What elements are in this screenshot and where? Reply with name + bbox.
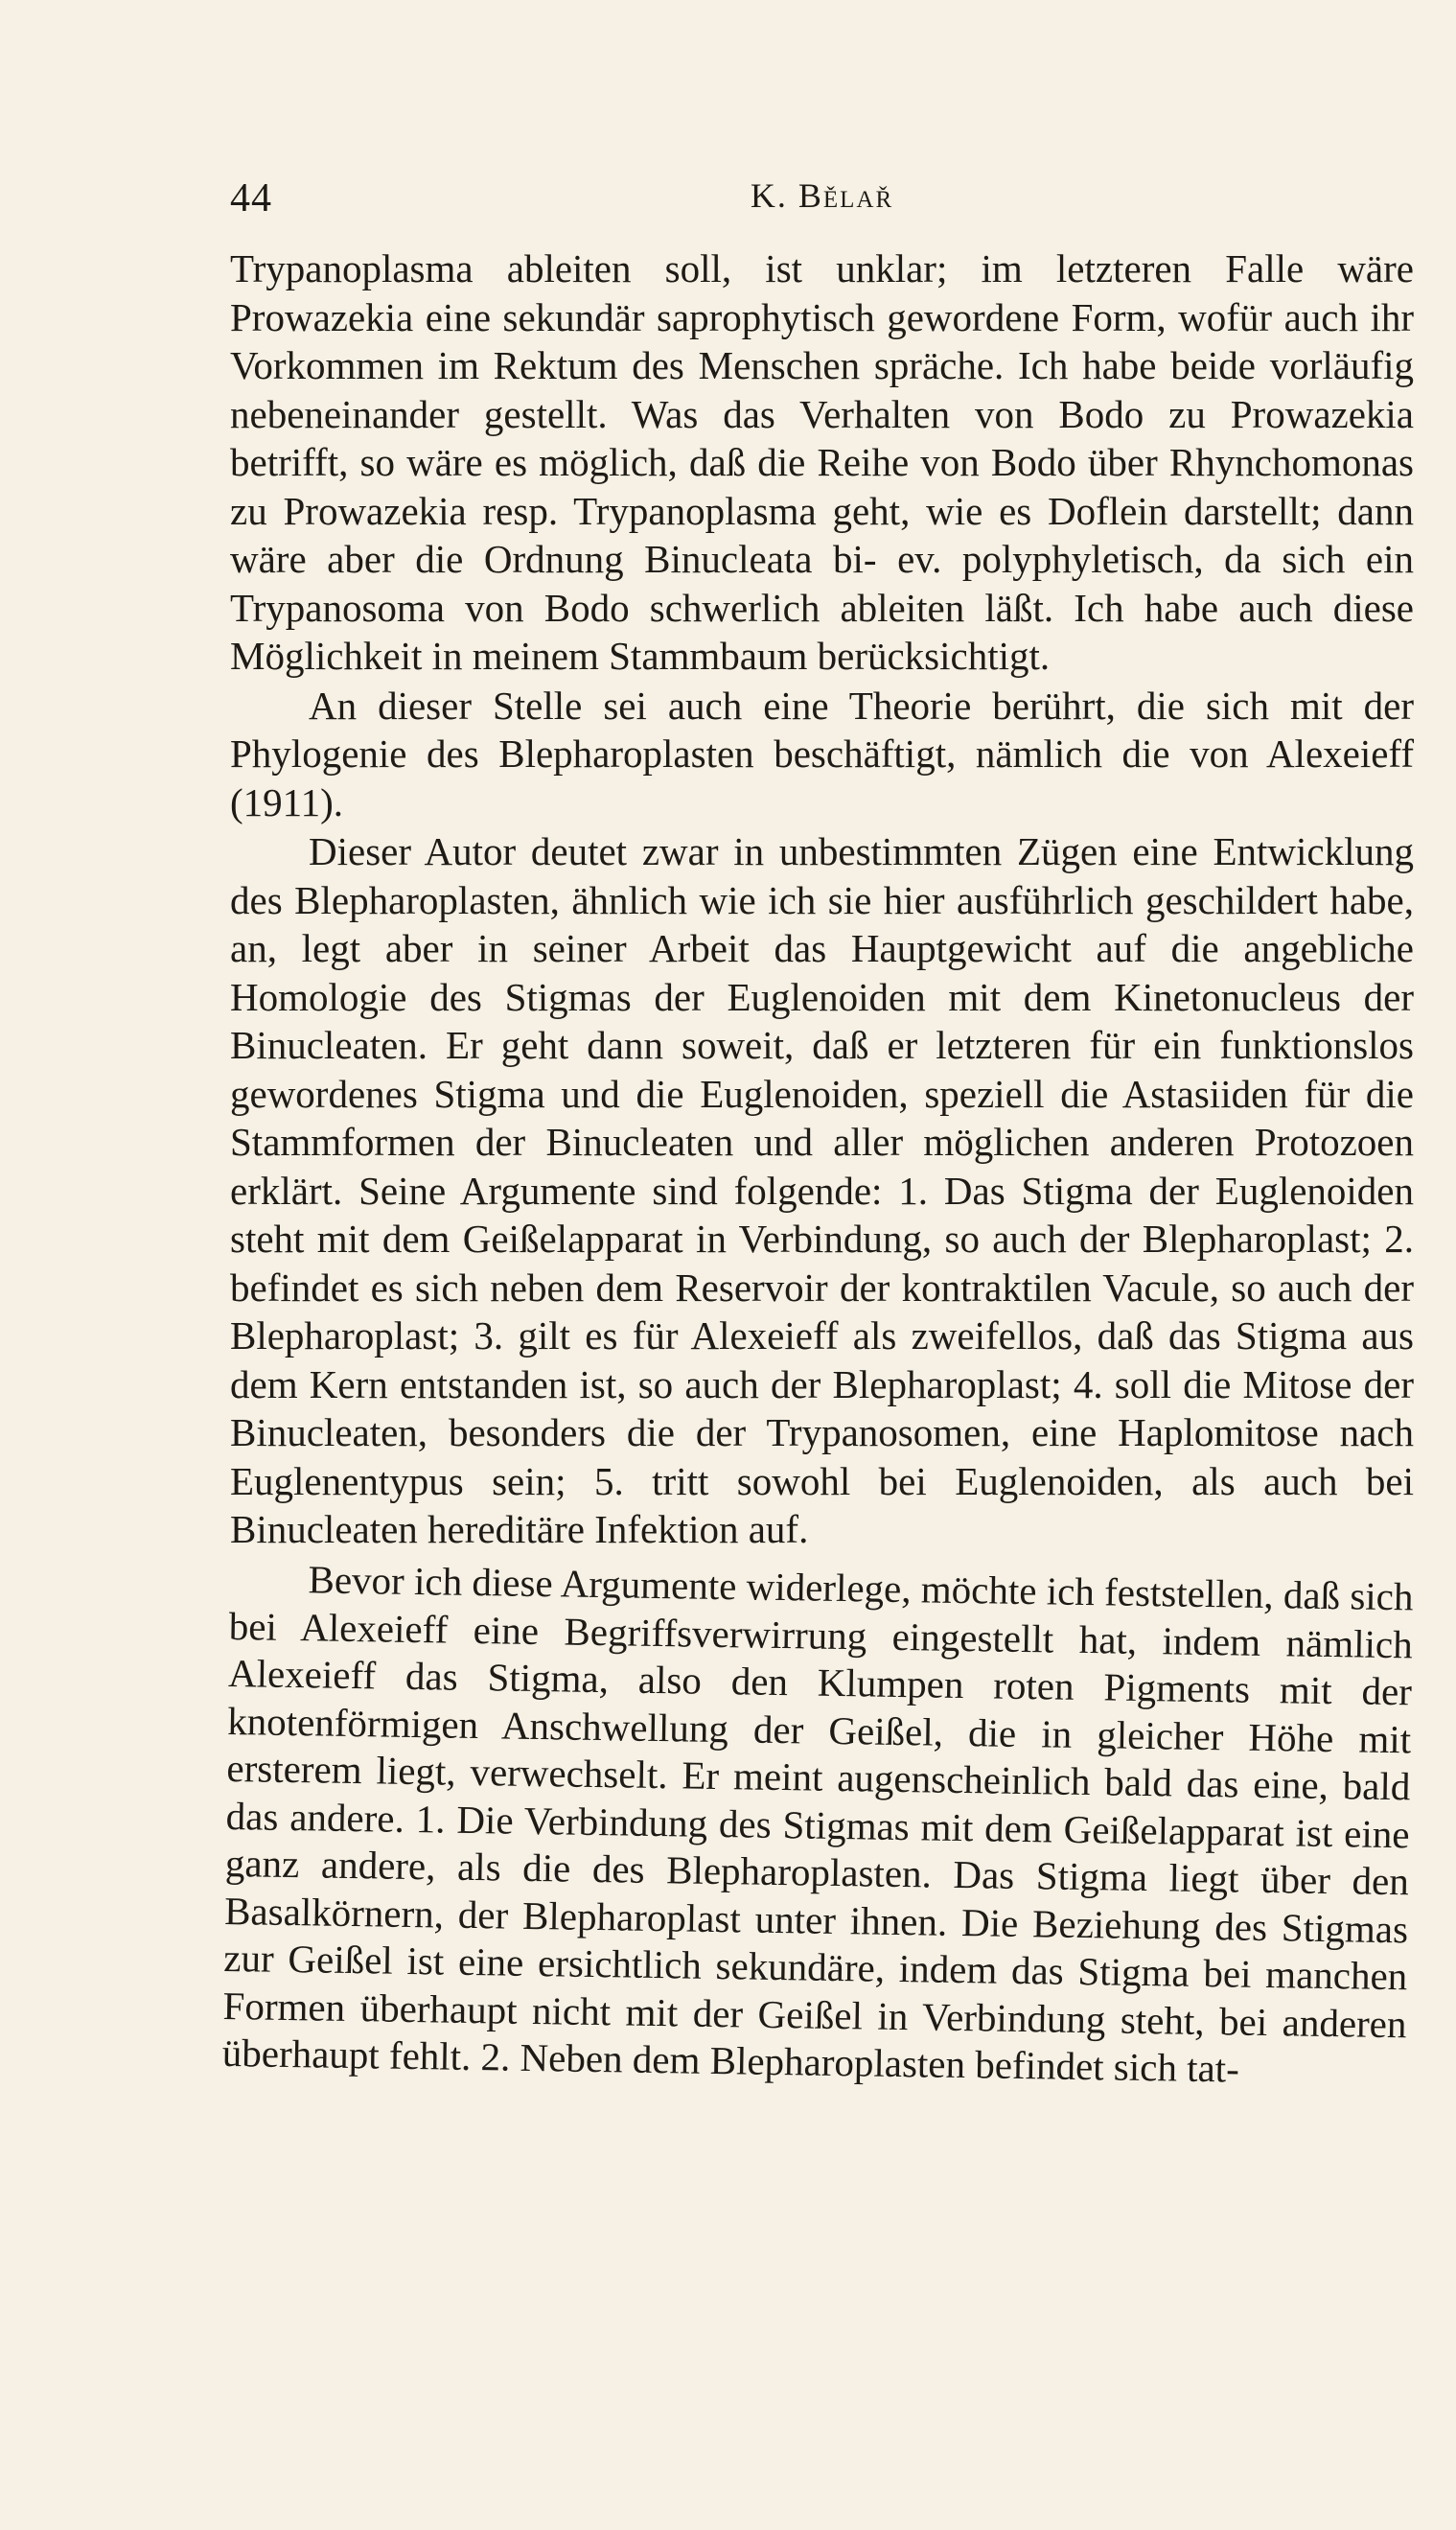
paragraph-3: Dieser Autor deutet zwar in unbestimmten Zügen eine Entwicklung des Blepharoplasten, ähnlich wie ich sie hier ausführlich geschildert habe, an, legt aber in seiner Arbeit das Hauptgewicht auf die angebliche Homologie des Stigmas der Euglenoiden mit dem Kinetonucleus der Binucleaten. Er geht dann soweit, daß er letzteren für ein funktionslos gewordenes Stigma und die Euglenoiden, speziell die Astasiiden für die Stammformen der Binucleaten und aller möglichen anderen Protozoen erklärt. Seine Argumente sind folgende: 1. Das Stigma der Euglenoiden steht mit dem Geißelapparat in Verbindung, so auch der Blepharoplast; 2. befindet es sich neben dem Reservoir der kontraktilen Vacule, so auch der Blepharoplast; 3. gilt es für Alexeieff als zweifellos, daß das Stigma aus dem Kern entstanden ist, so auch der Blepharoplast; 4. soll die Mitose der Binucleaten, besonders die der Trypanosomen, eine Haplomitose nach Euglenentypus sein; 5. tritt sowohl bei Euglenoiden, als auch bei Binucleaten hereditäre Infektion auf.: [230, 829, 1414, 1551]
paragraph-2: An dieser Stelle sei auch eine Theorie berührt, die sich mit der Phylogenie des Blepharoplasten beschäftigt, nämlich die von Alexeieff (1911).: [230, 683, 1414, 824]
running-head: K. Bělař: [750, 176, 894, 215]
page-header: [230, 175, 1414, 233]
body-text: [221, 244, 1414, 2091]
paragraph-4: Bevor ich diese Argumente widerlege, möchte ich feststellen, daß sich bei Alexeieff eine Begriffsverwirrung eingestellt hat, indem nämlich Alexeieff das Stigma, also den Klumpen roten Pigments mit der knotenförmigen Anschwellung der Geißel, die in gleicher Höhe mit ersterem liegt, verwechselt. Er meint augenscheinlich bald das eine, bald das andere. 1. Die Verbindung des Stigmas mit dem Geißelapparat ist eine ganz andere, als die des Blepharoplasten. Das Stigma liegt über den Basalkörnern, der Blepharoplast unter ihnen. Die Beziehung des Stigmas zur Geißel ist eine ersichtlich sekundäre, indem das Stigma bei manchen Formen überhaupt nicht mit der Geißel in Verbindung steht, bei anderen überhaupt fehlt. 2. Neben dem Blepharoplasten befindet sich tat-: [221, 1556, 1414, 2091]
paragraph-1: Trypanoplasma ableiten soll, ist unklar; im letzteren Falle wäre Prowazekia eine sekundär saprophytisch gewordene Form, wofür auch ihr Vorkommen im Rektum des Menschen spräche. Ich habe beide vorläufig nebeneinander gestellt. Was das Verhalten von Bodo zu Prowazekia betrifft, so wäre es möglich, daß die Reihe von Bodo über Rhynchomonas zu Prowazekia resp. Trypanoplasma geht, wie es Doflein darstellt; dann wäre aber die Ordnung Binucleata bi- ev. polyphyletisch, da sich ein Trypanosoma von Bodo schwerlich ableiten läßt. Ich habe auch diese Möglichkeit in meinem Stammbaum berücksichtigt.: [230, 246, 1414, 678]
page-number: 44: [230, 176, 272, 221]
